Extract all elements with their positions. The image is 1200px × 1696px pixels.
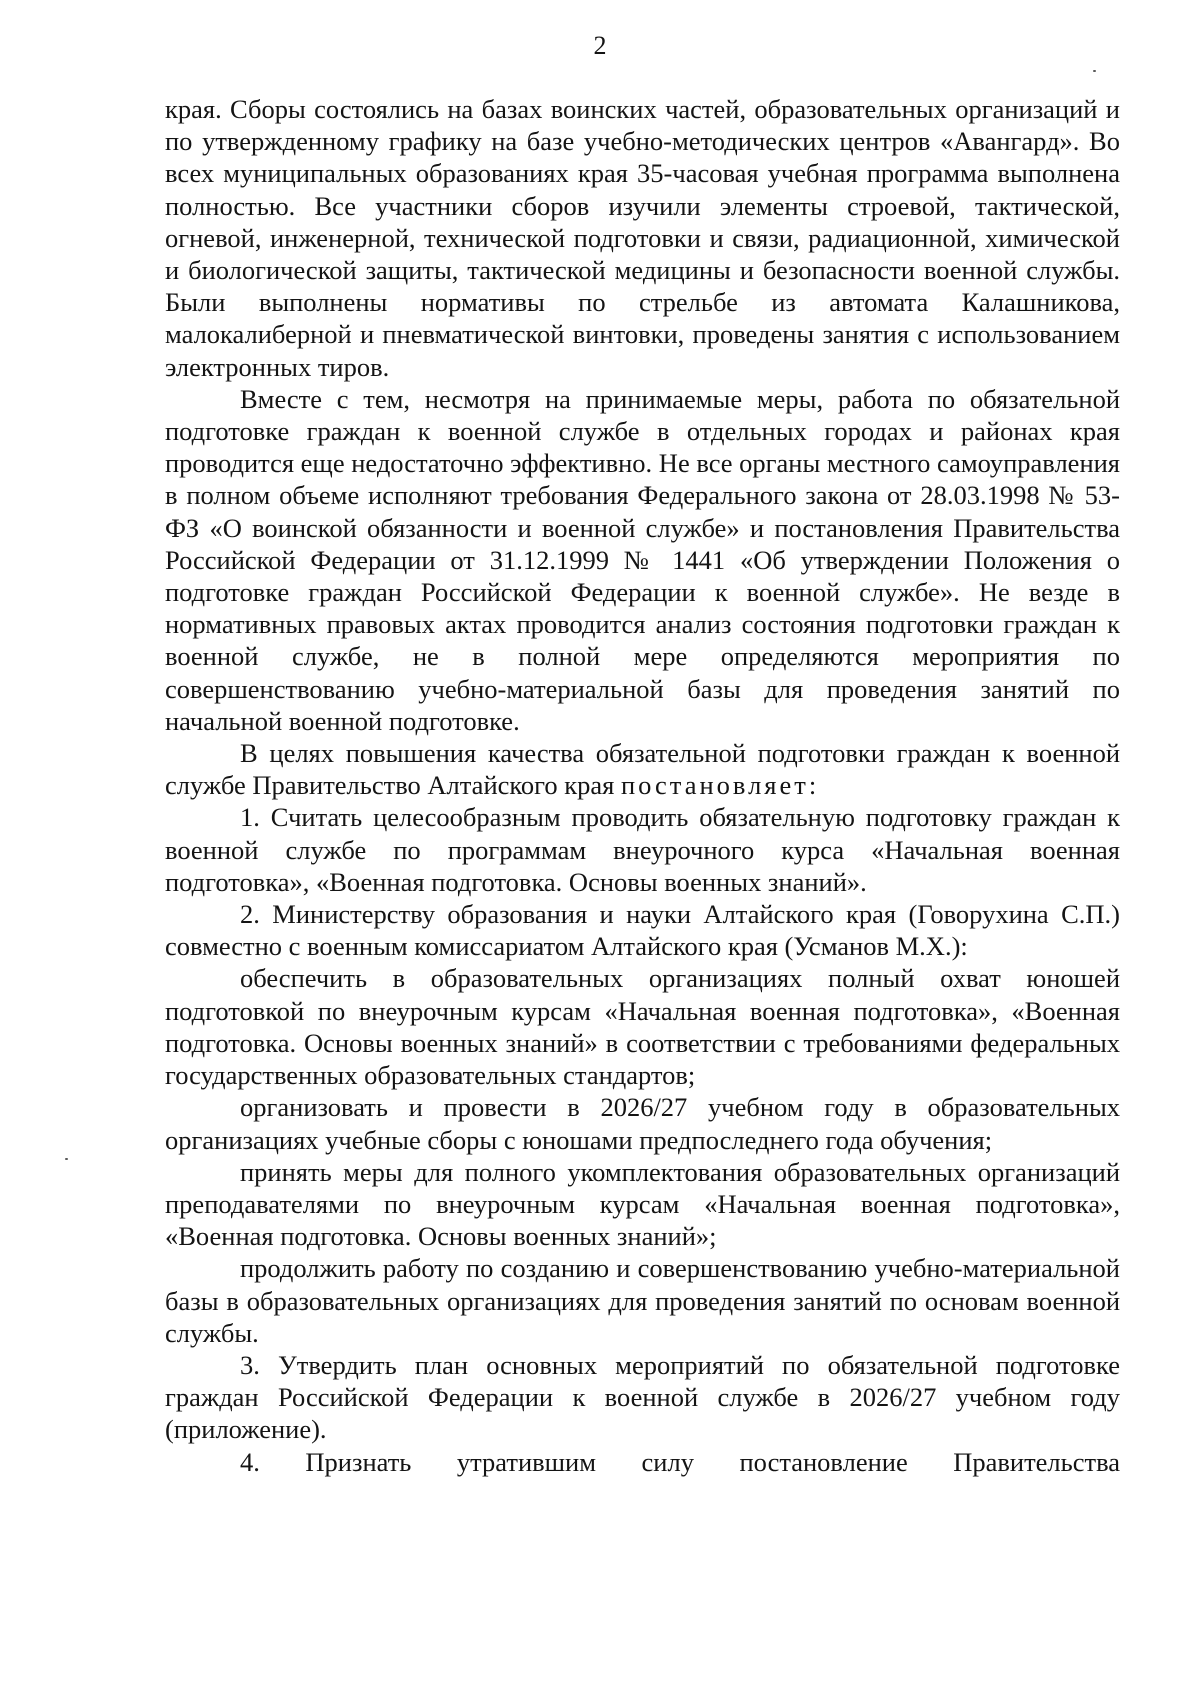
paragraph-item-2: 2. Министерству образования и науки Алтайского края (Говорухина С.П.) совместно с военным комиссариатом Алтайского края (Усманов М.Х.): [165, 899, 1120, 962]
page-number: 2 [593, 31, 607, 60]
paragraph-item-4: 4. Признать утратившим силу постановление Правительства [240, 1446, 1120, 1477]
resolution-colon: : [808, 770, 817, 801]
paragraph-resolution-intro [165, 737, 1120, 801]
resolution-keyword: постановляет [620, 770, 809, 801]
paragraph-item-2-materials: продолжить работу по созданию и совершенствованию учебно-материальной базы в образовательных организациях для проведения занятий по основам военной службы. [165, 1253, 1120, 1348]
paragraph-item-2-staffing: принять меры для полного укомплектования образовательных организаций преподавателями по внеурочным курсам «Начальная военная подготовка», «Военная подготовка. Основы военных знаний»; [165, 1156, 1120, 1252]
paragraph-item-2-ensure: обеспечить в образовательных организациях полный охват юношей подготовкой по внеурочным курсам «Начальная военная подготовка», «Военная подготовка. Основы военных знаний» в соответствии с требованиями федеральных государственных образовательных стандартов; [165, 963, 1120, 1091]
paragraph-shortcomings: Вместе с тем, несмотря на принимаемые меры, работа по обязательной подготовке граждан к военной службе в отдельных городах и районах края проводится еще недостаточно эффективно. Не все органы местного самоуправления в полном объеме исполняют требования Федерального закона от 28.03.1998 № 53-ФЗ «О воинской обязанности и военной службе» и постановления Правительства Российской Федерации от 31.12.1999 № 1441 «Об утверждении Положения о подготовке граждан Российской Федерации к военной службе». Не везде в нормативных правовых актах проводится анализ состояния подготовки граждан к военной службе, не в полной мере определяются мероприятия по совершенствованию учебно-материальной базы для проведения занятий по начальной военной подготовке. [165, 383, 1120, 736]
paragraph-item-1: 1. Считать целесообразным проводить обязательную подготовку граждан к военной службе по программам внеурочного курса «Начальная военная подготовка», «Военная подготовка. Основы военных знаний». [165, 802, 1120, 897]
scan-speck [65, 1158, 68, 1160]
paragraph-item-3: 3. Утвердить план основных мероприятий по обязательной подготовке граждан Российской Федерации к военной службе в 2026/27 учебном году (приложение). [165, 1349, 1120, 1445]
paragraph-item-2-organize: организовать и провести в 2026/27 учебном году в образовательных организациях учебные сборы с юношами предпоследнего года обучения; [165, 1092, 1120, 1155]
scan-speck [1093, 70, 1096, 72]
paragraph-training-camps: края. Сборы состоялись на базах воинских частей, образовательных организаций и по утвержденному графику на базе учебно-методических центров «Авангард». Во всех муниципальных образованиях края 35-часовая учебная программа выполнена полностью. Все участники сборов изучили элементы строевой, тактической, огневой, инженерной, технической подготовки и связи, радиационной, химической и биологической защиты, тактической медицины и безопасности военной службы. Были выполнены нормативы по стрельбе из автомата Калашникова, малокалиберной и пневматической винтовки, проведены занятия с использованием электронных тиров. [165, 94, 1120, 382]
document-body [165, 93, 1120, 1478]
resolution-intro-text: В целях повышения качества обязательной подготовки граждан к военной службе Правительство Алтайского края [165, 738, 1120, 801]
